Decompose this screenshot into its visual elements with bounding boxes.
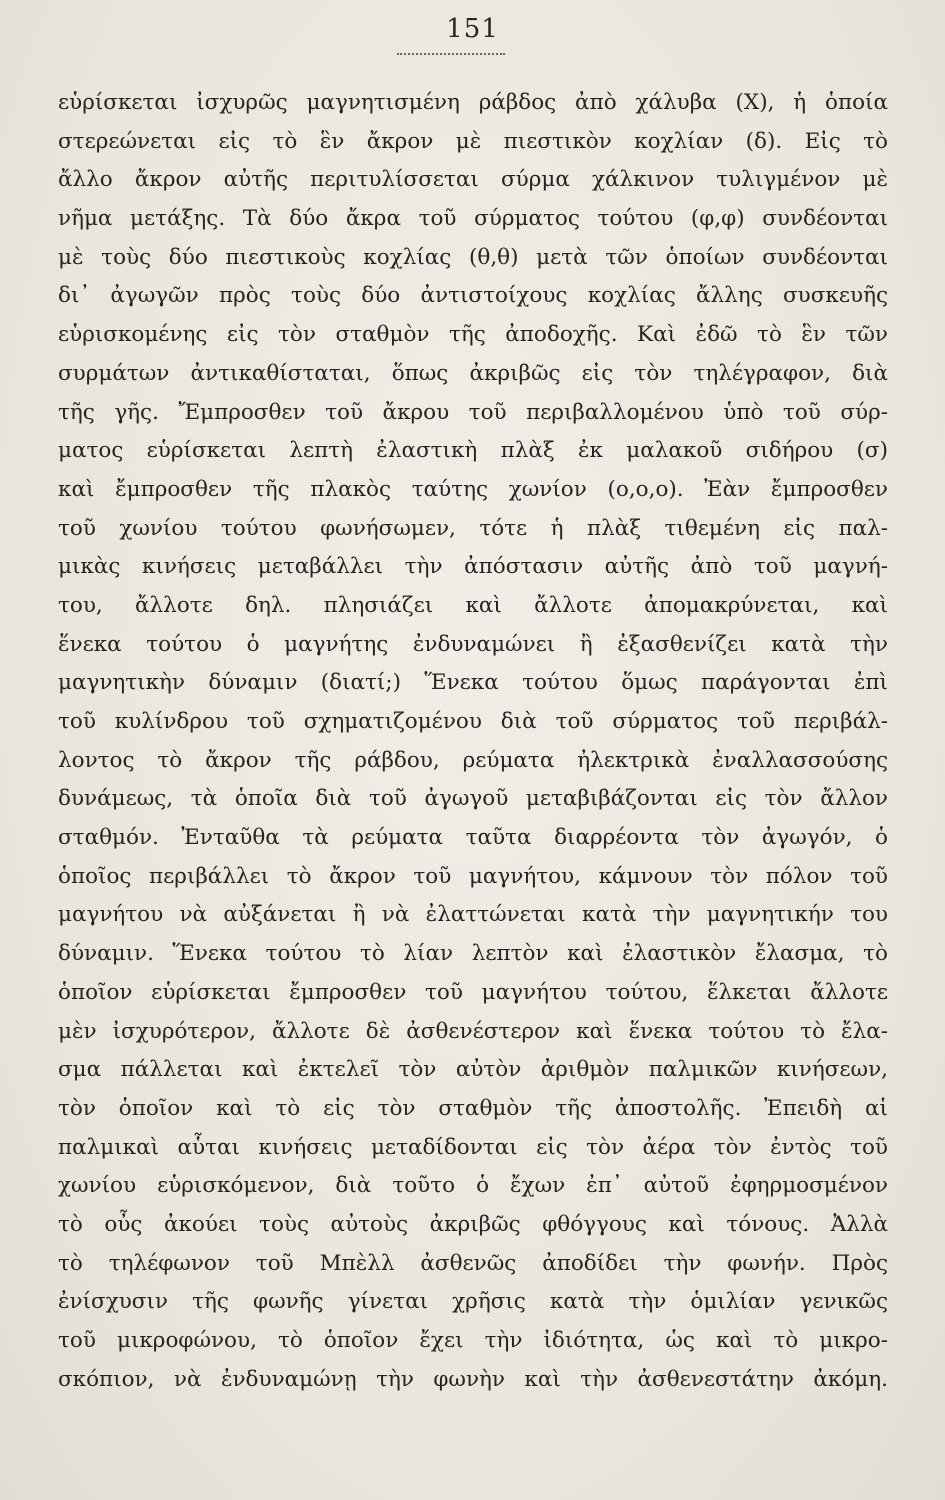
- text-line: δύναμιν. Ἕνεκα τούτου τὸ λίαν λεπτὸν καὶ ἐλαστικὸν ἔλασμα, τὸ: [58, 941, 888, 967]
- text-line: του, ἄλλοτε δηλ. πλησιάζει καὶ ἄλλοτε ἀπομακρύνεται, καὶ: [58, 592, 888, 618]
- text-line: ἄλλο ἄκρον αὐτῆς περιτυλίσσεται σύρμα χάλκινον τυλιγμένον μὲ: [58, 167, 888, 193]
- text-line: τὸ οὖς ἀκούει τοὺς αὐτοὺς ἀκριβῶς φθόγγους καὶ τόνους. Ἀλλὰ: [58, 1211, 888, 1237]
- text-line: παλμικαὶ αὗται κινήσεις μεταδίδονται εἰς τὸν ἀέρα τὸν ἐντὸς τοῦ: [58, 1134, 888, 1160]
- text-line: συρμάτων ἀντικαθίσταται, ὅπως ἀκριβῶς εἰς τὸν τηλέγραφον, διὰ: [58, 360, 888, 386]
- text-line: καὶ ἔμπροσθεν τῆς πλακὸς ταύτης χωνίον (ο,ο,ο). Ἐὰν ἔμπροσθεν: [58, 476, 888, 502]
- text-line: μικὰς κινήσεις μεταβάλλει τὴν ἀπόστασιν αὐτῆς ἀπὸ τοῦ μαγνή-: [58, 554, 888, 580]
- text-line: σμα πάλλεται καὶ ἐκτελεῖ τὸν αὐτὸν ἀριθμὸν παλμικῶν κινήσεων,: [58, 1057, 888, 1083]
- text-line: λοντος τὸ ἄκρον τῆς ράβδου, ρεύματα ἠλεκτρικὰ ἐναλλασσούσης: [58, 747, 888, 773]
- text-line: μὲν ἰσχυρότερον, ἄλλοτε δὲ ἀσθενέστερον καὶ ἕνεκα τούτου τὸ ἔλα-: [58, 1018, 888, 1044]
- text-line: σταθμόν. Ἐνταῦθα τὰ ρεύματα ταῦτα διαρρέοντα τὸν ἀγωγόν, ὁ: [58, 825, 888, 851]
- text-line: εὑρισκομένης εἰς τὸν σταθμὸν τῆς ἀποδοχῆς. Καὶ ἐδῶ τὸ ἓν τῶν: [58, 322, 888, 348]
- text-line: τοῦ κυλίνδρου τοῦ σχηματιζομένου διὰ τοῦ σύρματος τοῦ περιβάλ-: [58, 709, 888, 734]
- text-line: δυνάμεως, τὰ ὁποῖα διὰ τοῦ ἀγωγοῦ μεταβιβάζονται εἰς τὸν ἄλλον: [58, 786, 888, 812]
- text-line: τοῦ χωνίου τούτου φωνήσωμεν, τότε ἡ πλὰξ τιθεμένη εἰς παλ-: [58, 515, 888, 541]
- header-rule: [397, 53, 505, 55]
- text-line: τοῦ μικροφώνου, τὸ ὁποῖον ἔχει τὴν ἰδιότητα, ὡς καὶ τὸ μικρο-: [58, 1328, 888, 1353]
- text-line: τὸ τηλέφωνον τοῦ Μπὲλλ ἀσθενῶς ἀποδίδει τὴν φωνήν. Πρὸς: [58, 1250, 888, 1276]
- text-line: μὲ τοὺς δύο πιεστικοὺς κοχλίας (θ,θ) μετὰ τῶν ὁποίων συνδέονται: [58, 244, 888, 270]
- text-line: σκόπιον, νὰ ἐνδυναμώνῃ τὴν φωνὴν καὶ τὴν ἀσθενεστάτην ἀκόμη.: [58, 1366, 888, 1392]
- text-line: ἕνεκα τούτου ὁ μαγνήτης ἐνδυναμώνει ἢ ἐξασθενίζει κατὰ τὴν: [58, 631, 888, 657]
- text-line: νῆμα μετάξης. Τὰ δύο ἄκρα τοῦ σύρματος τούτου (φ,φ) συνδέονται: [58, 206, 888, 232]
- text-line: μαγνητικὴν δύναμιν (διατί;) Ἕνεκα τούτου ὅμως παράγονται ἐπὶ: [58, 670, 888, 696]
- page-number: 151: [446, 14, 499, 44]
- text-line: χωνίου εὑρισκόμενον, διὰ τοῦτο ὁ ἔχων ἐπ᾿ αὐτοῦ ἐφηρμοσμένον: [58, 1173, 888, 1199]
- body-text: [58, 84, 888, 1399]
- text-line: ὁποῖον εὑρίσκεται ἔμπροσθεν τοῦ μαγνήτου τούτου, ἕλκεται ἄλλοτε: [58, 979, 888, 1005]
- text-line: ἐνίσχυσιν τῆς φωνῆς γίνεται χρῆσις κατὰ τὴν ὁμιλίαν γενικῶς: [58, 1289, 888, 1315]
- text-line: μαγνήτου νὰ αὐξάνεται ἢ νὰ ἐλαττώνεται κατὰ τὴν μαγνητικήν του: [58, 902, 888, 928]
- text-line: εὑρίσκεται ἰσχυρῶς μαγνητισμένη ράβδος ἀπὸ χάλυβα (Χ), ἡ ὁποία: [58, 90, 888, 115]
- text-line: τὸν ὁποῖον καὶ τὸ εἰς τὸν σταθμὸν τῆς ἀποστολῆς. Ἐπειδὴ αἱ: [58, 1095, 888, 1121]
- text-line: ὁποῖος περιβάλλει τὸ ἄκρον τοῦ μαγνήτου, κάμνουν τὸν πόλον τοῦ: [58, 863, 888, 889]
- text-line: ματος εὑρίσκεται λεπτὴ ἐλαστικὴ πλὰξ ἐκ μαλακοῦ σιδήρου (σ): [58, 438, 888, 464]
- text-line: δι᾿ ἀγωγῶν πρὸς τοὺς δύο ἀντιστοίχους κοχλίας ἄλλης συσκευῆς: [58, 283, 888, 309]
- text-line: τῆς γῆς. Ἔμπροσθεν τοῦ ἄκρου τοῦ περιβαλλομένου ὑπὸ τοῦ σύρ-: [58, 399, 888, 425]
- text-line: στερεώνεται εἰς τὸ ἓν ἄκρον μὲ πιεστικὸν κοχλίαν (δ). Εἰς τὸ: [58, 128, 888, 154]
